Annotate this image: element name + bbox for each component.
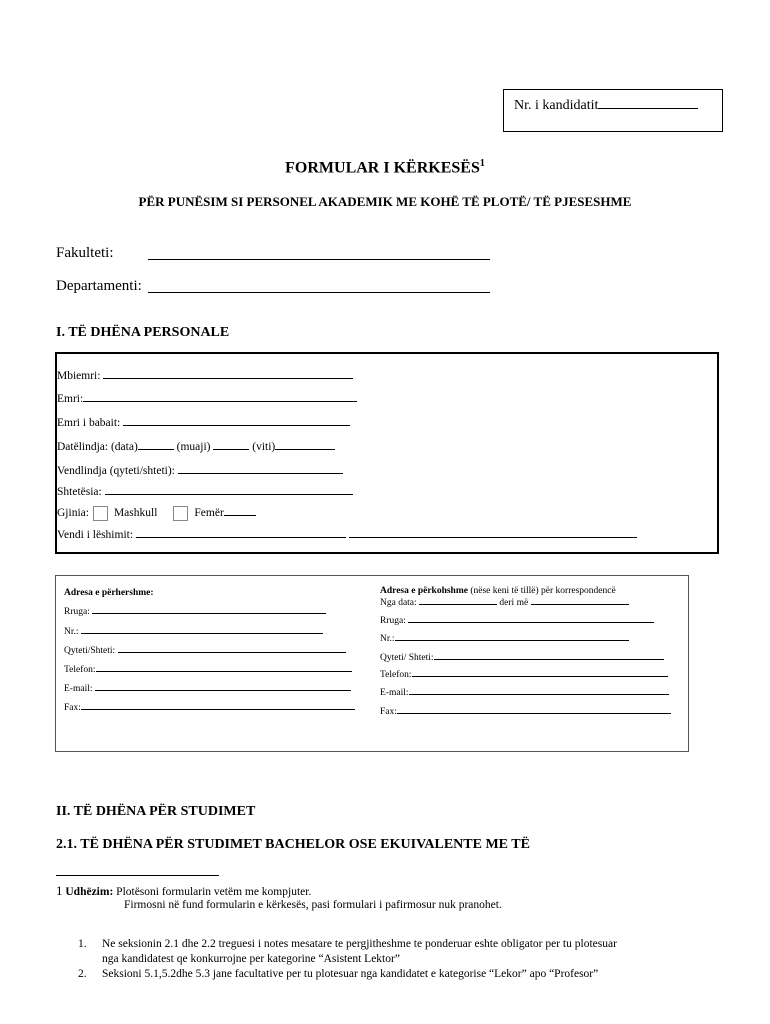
perm-email-row: E-mail:: [64, 684, 351, 694]
perm-rruga-field[interactable]: [92, 613, 326, 614]
mbiemri-row: Mbiemri:: [57, 368, 353, 382]
temporary-address-heading: Adresa e përkohshme (nëse keni të tillë) për korrespondencë: [380, 586, 616, 596]
footnote-ref: 1: [479, 158, 485, 169]
vendi-leshimit-field-2[interactable]: [349, 527, 637, 538]
temp-fax-field[interactable]: [397, 713, 671, 714]
form-subtitle: PËR PUNËSIM SI PERSONEL AKADEMIK ME KOHË TË PLOTË/ TË PJESESHME: [138, 194, 632, 209]
temp-nr-row: Nr.:: [380, 634, 629, 644]
femer-line: [224, 505, 256, 516]
section-bachelor-heading: 2.1. TË DHËNA PËR STUDIMET BACHELOR OSE EKUIVALENTE ME TË: [56, 837, 530, 852]
temp-qyteti-field[interactable]: [434, 659, 664, 660]
data-field[interactable]: [138, 439, 174, 450]
mashkull-checkbox[interactable]: [93, 506, 108, 521]
vendi-leshimit-field[interactable]: [136, 527, 346, 538]
perm-qyteti-row: Qyteti/Shteti:: [64, 646, 346, 656]
emri-babait-field[interactable]: [123, 415, 350, 426]
perm-rruga-row: Rruga:: [64, 607, 326, 617]
temp-email-row: E-mail:: [380, 688, 669, 698]
temp-period-row: Nga data: deri më: [380, 598, 629, 608]
shtetesia-row: Shtetësia:: [57, 484, 353, 498]
emri-field[interactable]: [83, 391, 357, 402]
perm-telefon-field[interactable]: [96, 671, 352, 672]
footnote-divider: [56, 875, 219, 876]
candidate-number-label: Nr. i kandidatit: [514, 98, 599, 113]
temp-qyteti-row: Qyteti/ Shteti:: [380, 653, 664, 663]
emri-babait-row: Emri i babait:: [57, 415, 350, 429]
candidate-number-field[interactable]: [598, 96, 698, 109]
fakulteti-field[interactable]: [148, 259, 490, 260]
viti-field[interactable]: [275, 439, 335, 450]
permanent-address-heading: Adresa e përhershme:: [64, 588, 154, 598]
departamenti-row: [56, 278, 142, 295]
temp-email-field[interactable]: [409, 694, 669, 695]
temp-fax-row: Fax:: [380, 707, 671, 717]
perm-nr-row: Nr.:: [64, 627, 323, 637]
note-item: 1. Ne seksionin 2.1 dhe 2.2 treguesi i notes mesatare te pergjitheshme te ponderuar eshte obligator per tu plotesuar: [78, 938, 617, 950]
departamenti-label: Departamenti:: [56, 278, 142, 294]
fakulteti-label: Fakulteti:: [56, 245, 114, 261]
temp-telefon-row: Telefon:: [380, 670, 668, 680]
section-personal-heading: I. TË DHËNA PERSONALE: [56, 325, 230, 340]
temp-nga-data-field[interactable]: [419, 604, 497, 605]
temp-deri-me-field[interactable]: [531, 604, 629, 605]
perm-nr-field[interactable]: [81, 633, 323, 634]
perm-email-field[interactable]: [95, 690, 351, 691]
datelindja-row: Datëlindja: (data) (muaji) (viti): [57, 439, 335, 453]
vendi-leshimit-row: Vendi i lëshimit:: [57, 527, 637, 541]
footnote-line-2: Firmosni në fund formularin e kërkesës, pasi formulari i pafirmosur nuk pranohet.: [124, 899, 502, 911]
vendlindja-row: Vendlindja (qyteti/shteti):: [57, 463, 343, 477]
mbiemri-field[interactable]: [103, 368, 353, 379]
section-studies-heading: II. TË DHËNA PËR STUDIMET: [56, 804, 256, 819]
emri-row: Emri:: [57, 391, 357, 405]
perm-qyteti-field[interactable]: [118, 652, 346, 653]
muaji-field[interactable]: [213, 439, 249, 450]
departamenti-field[interactable]: [148, 292, 490, 293]
fakulteti-row: [56, 245, 114, 262]
vendlindja-field[interactable]: [178, 463, 343, 474]
candidate-number-box: [503, 89, 723, 132]
temp-rruga-row: Rruga:: [380, 616, 654, 626]
temp-nr-field[interactable]: [395, 640, 629, 641]
note-item: 2. Seksioni 5.1,5.2dhe 5.3 jane facultative per tu plotesuar nga kandidatet e kategorise “Lekor” apo “Profesor”: [78, 968, 599, 980]
gjinia-row: Gjinia: Mashkull Femër: [57, 505, 256, 521]
femer-checkbox[interactable]: [173, 506, 188, 521]
note-item-continuation: nga kandidatest qe konkurrojne per kategorine “Asistent Lektor”: [102, 953, 400, 965]
shtetesia-field[interactable]: [105, 484, 353, 495]
temp-telefon-field[interactable]: [412, 676, 668, 677]
perm-fax-row: Fax:: [64, 703, 355, 713]
form-title: FORMULAR I KËRKESËS$^1$: [285, 158, 485, 177]
footnote: 1 Udhëzim: Plotësoni formularin vetëm me kompjuter.: [56, 883, 312, 898]
temp-rruga-field[interactable]: [408, 622, 654, 623]
personal-data-box: [55, 352, 719, 554]
perm-fax-field[interactable]: [81, 709, 355, 710]
perm-telefon-row: Telefon:: [64, 665, 352, 675]
address-box: [55, 575, 689, 752]
